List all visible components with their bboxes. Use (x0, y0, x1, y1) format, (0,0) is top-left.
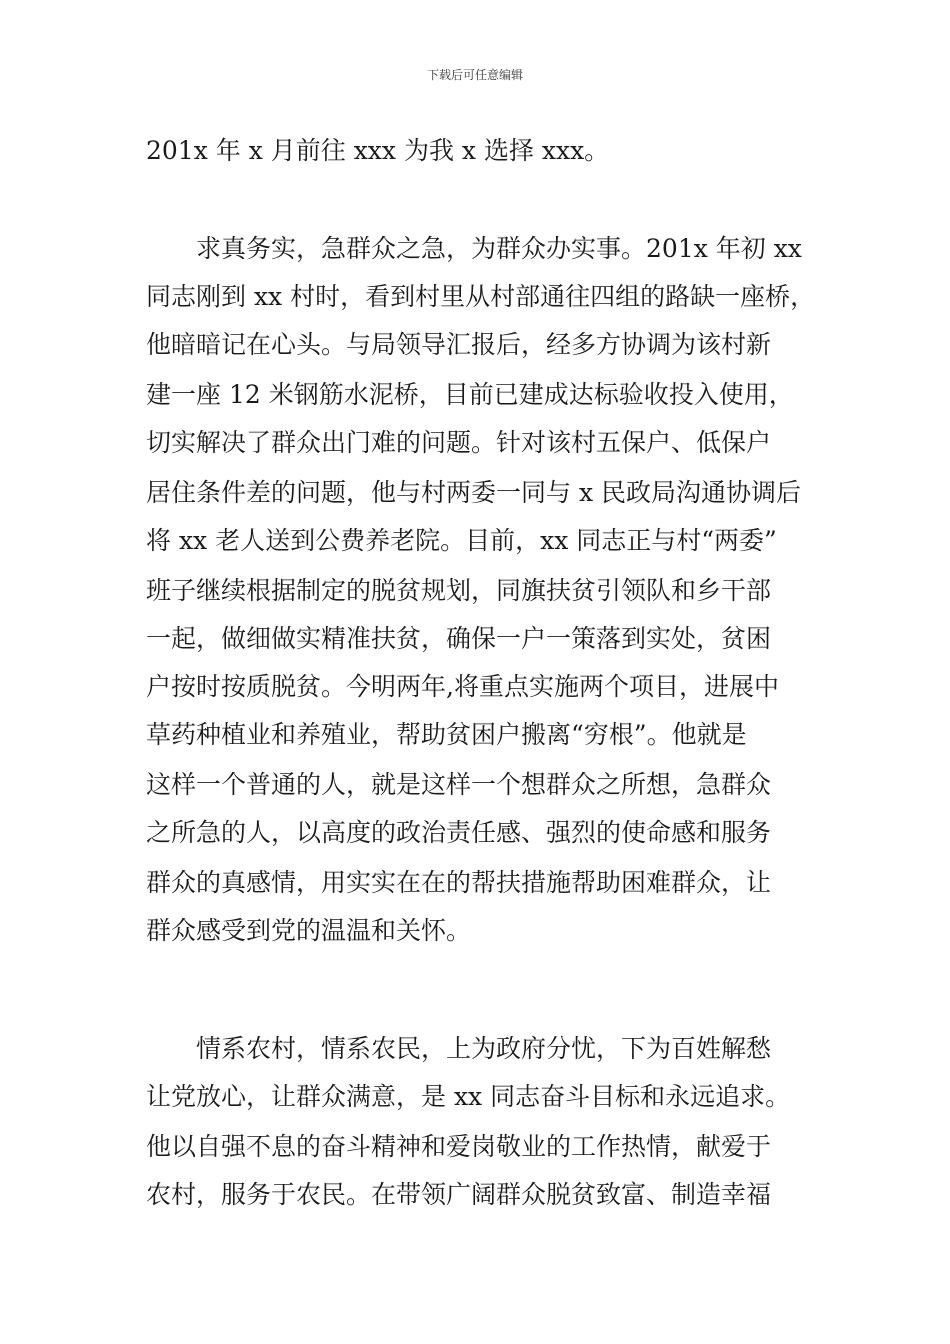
paragraph-start-line: 情系农村，情系农民，上为政府分忧，下为百姓解愁 (196, 1034, 772, 1063)
text-line: 之所急的人，以高度的政治责任感、强烈的使命感和服务 (146, 818, 772, 847)
text-line: 同志刚到 xx 村时，看到村里从村部通往四组的路缺一座桥， (146, 282, 816, 311)
text-line: 农村，服务于农民。在带领广阔群众脱贫致富、制造幸福 (146, 1180, 772, 1209)
header-note: 下载后可任意编辑 (426, 68, 523, 82)
text-line: 建一座 12 米钢筋水泥桥，目前已建成达标验收投入使用， (146, 380, 794, 409)
text-line: 201x 年 x 月前往 xxx 为我 x 选择 xxx。 (146, 136, 610, 165)
text-line: 班子继续根据制定的脱贫规划，同旗扶贫引领队和乡干部 (146, 576, 772, 605)
text-line: 群众的真感情，用实实在在的帮扶措施帮助困难群众，让 (146, 868, 772, 897)
text-line: 一起，做细做实精准扶贫，确保一户一策落到实处，贫困 (146, 624, 772, 653)
text-line: 他以自强不息的奋斗精神和爱岗敬业的工作热情，献爱于 (146, 1132, 772, 1161)
text-line: 切实解决了群众出门难的问题。针对该村五保户、低保户 (146, 428, 772, 457)
text-line: 他暗暗记在心头。与局领导汇报后，经多方协调为该村新 (146, 330, 772, 359)
text-line: 草药种植业和养殖业，帮助贫困户搬离“穷根”。他就是 (146, 720, 747, 749)
text-line: 户按时按质脱贫。今明两年,将重点实施两个项目，进展中 (146, 672, 779, 701)
text-line: 让党放心，让群众满意，是 xx 同志奋斗目标和永远追求。 (146, 1082, 791, 1111)
text-line: 这样一个普通的人，就是这样一个想群众之所想，急群众 (146, 770, 772, 799)
paragraph-start-line: 求真务实，急群众之急，为群众办实事。201x 年初 xx (196, 234, 802, 263)
text-line: 将 xx 老人送到公费养老院。目前，xx 同志正与村“两委” (146, 526, 777, 555)
text-line: 居住条件差的问题，他与村两委一同与 x 民政局沟通协调后 (146, 478, 801, 507)
text-line: 群众感受到党的温温和关怀。 (146, 916, 472, 945)
